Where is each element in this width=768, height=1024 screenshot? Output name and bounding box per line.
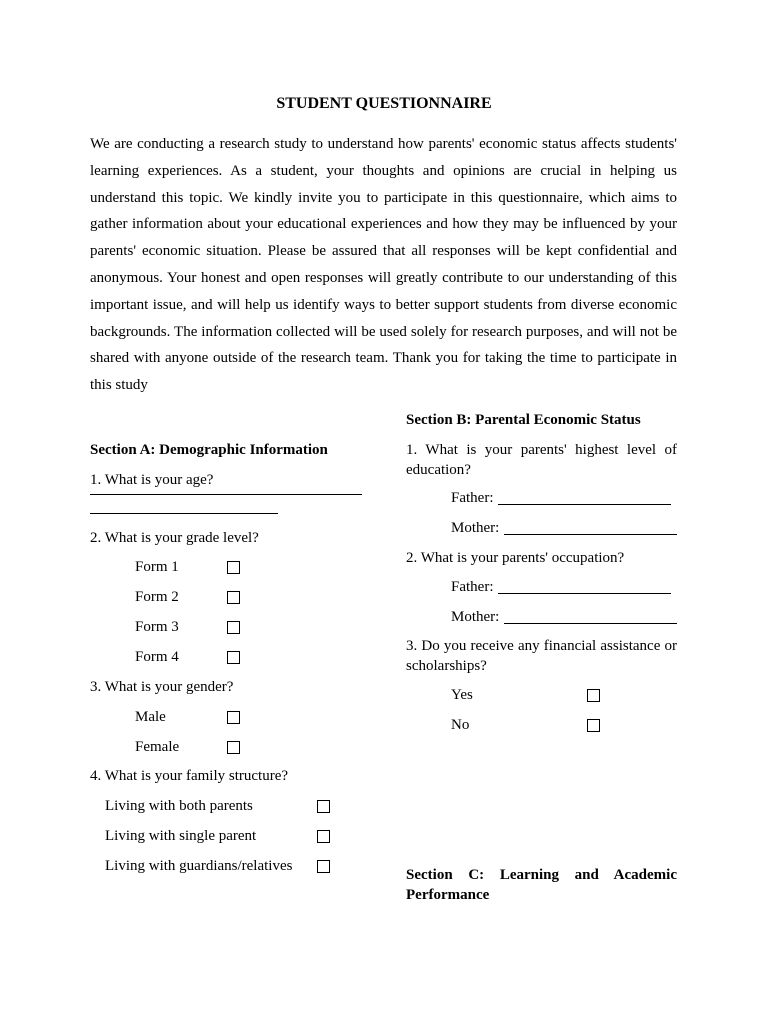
gender-options (90, 707, 390, 767)
mother-label: Mother: (451, 520, 500, 536)
option-both-parents[interactable] (90, 796, 390, 826)
checkbox-single-parent[interactable] (317, 830, 330, 843)
checkbox-form-4[interactable] (227, 651, 240, 664)
checkbox-guardians[interactable] (317, 860, 330, 873)
occupation-mother-row (406, 607, 677, 637)
option-form-1[interactable] (90, 557, 390, 587)
checkbox-form-3[interactable] (227, 621, 240, 634)
option-guardians[interactable] (90, 856, 390, 886)
question-financial-assistance: 3. Do you receive any financial assistance or scholarships? (406, 638, 677, 674)
checkbox-female[interactable] (227, 741, 240, 754)
intro-paragraph: We are conducting a research study to understand how parents' economic status affects students' learning experiences. As a student, your thoughts and opinions are crucial in helping us understand this topic. We kindly invite you to participate in this questionnaire, which aims to gather information about your educational experiences and how they may be influenced by your parents' economic situation. Please be assured that all responses will be kept confidential and anonymous. Your honest and open responses will greatly contribute to our understanding of this important issue, and will help us identify ways to better support students from diverse economic backgrounds. The information collected will be used solely for research purposes, and will not be shared with anyone outside of the research team. Thank you for taking the time to participate in this study (90, 136, 677, 394)
option-female[interactable] (90, 737, 390, 767)
page-title: STUDENT QUESTIONNAIRE (276, 95, 492, 112)
section-c-heading-text: Section C: Learning and Academic Performance (406, 867, 677, 903)
option-label: No (451, 717, 470, 733)
option-label: Living with single parent (105, 828, 257, 844)
question-gender: 3. What is your gender? (90, 679, 234, 695)
option-label: Living with both parents (105, 798, 253, 814)
option-form-4[interactable] (90, 647, 390, 677)
checkbox-male[interactable] (227, 711, 240, 724)
question-age: 1. What is your age? (90, 472, 214, 488)
question-family-structure: 4. What is your family structure? (90, 768, 289, 784)
grade-options (90, 557, 390, 677)
option-label: Form 4 (135, 649, 179, 665)
question-parents-education: 1. What is your parents' highest level of education? (406, 442, 677, 478)
option-label: Form 2 (135, 589, 179, 605)
option-label: Female (135, 739, 180, 755)
checkbox-both-parents[interactable] (317, 800, 330, 813)
age-answer-line-1[interactable] (90, 494, 362, 495)
education-mother-row (406, 518, 677, 548)
checkbox-form-1[interactable] (227, 561, 240, 574)
section-a (90, 440, 390, 886)
education-fields (406, 488, 677, 548)
option-label: Yes (451, 687, 473, 703)
section-a-heading: Section A: Demographic Information (90, 442, 328, 458)
checkbox-form-2[interactable] (227, 591, 240, 604)
option-no[interactable] (406, 715, 677, 745)
mother-label: Mother: (451, 609, 500, 625)
section-b (406, 410, 677, 903)
checkbox-yes[interactable] (587, 689, 600, 702)
checkbox-no[interactable] (587, 719, 600, 732)
option-form-3[interactable] (90, 617, 390, 647)
option-single-parent[interactable] (90, 826, 390, 856)
section-b-heading: Section B: Parental Economic Status (406, 412, 641, 428)
section-c-heading (406, 865, 677, 905)
family-options (90, 796, 390, 886)
occupation-father-row (406, 577, 677, 607)
education-father-field[interactable] (498, 504, 671, 505)
option-yes[interactable] (406, 685, 677, 715)
occupation-fields (406, 577, 677, 637)
education-mother-field[interactable] (504, 534, 677, 535)
education-father-row (406, 488, 677, 518)
option-form-2[interactable] (90, 587, 390, 617)
occupation-father-field[interactable] (498, 593, 671, 594)
occupation-mother-field[interactable] (504, 623, 677, 624)
question-grade-level: 2. What is your grade level? (90, 530, 259, 546)
father-label: Father: (451, 490, 494, 506)
option-label: Male (135, 709, 166, 725)
financial-options (406, 685, 677, 745)
option-male[interactable] (90, 707, 390, 737)
father-label: Father: (451, 579, 494, 595)
option-label: Form 1 (135, 559, 179, 575)
option-label: Living with guardians/relatives (105, 858, 293, 874)
age-answer-line-2[interactable] (90, 513, 278, 514)
option-label: Form 3 (135, 619, 179, 635)
question-parents-occupation: 2. What is your parents' occupation? (406, 550, 625, 566)
